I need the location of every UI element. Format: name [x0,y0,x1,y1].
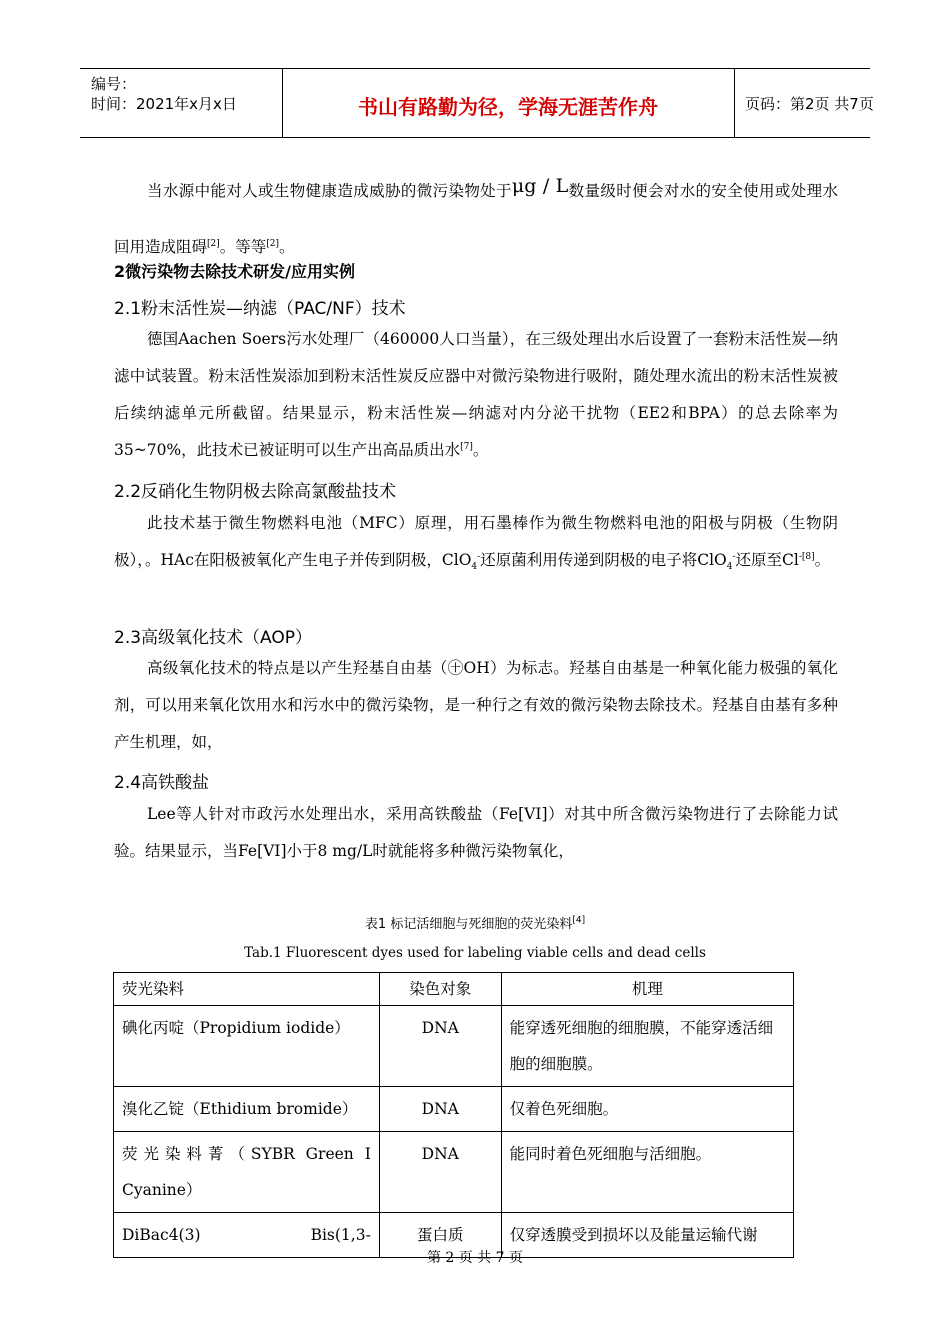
section-2-2-text-b: 还原菌利用传递到阴极的电子将ClO [480,551,727,569]
table-caption-en: Tab.1 Fluorescent dyes used for labeling viable cells and dead cells [244,945,706,961]
intro-text-3: 。等等 [219,238,267,256]
table-cell: 蛋白质 [379,1213,501,1258]
caption-text: 表1 标记活细胞与死细胞的荧光染料 [364,917,573,932]
citation: [4] [572,915,586,926]
citation: [7] [460,441,473,452]
section-heading-2: 2微污染物去除技术研发/应用实例 [114,262,355,281]
section-heading-2-2: 2.2反硝化生物阴极去除高氯酸盐技术 [114,482,397,502]
date-label: 时间：2021年x月x日 [91,95,237,113]
section-2-2-end: 。 [814,551,831,569]
intro-text-1: 当水源中能对人或生物健康造成威胁的微污染物处于 [147,182,512,200]
superscript: - [477,551,481,562]
subscript: 4 [471,562,478,573]
section-heading-2-1: 2.1粉末活性炭—纳滤（PAC/NF）技术 [114,299,406,319]
table-cell: DNA [379,1132,501,1213]
table-cell: 荧光染料菁（SYBR Green I Cyanine） [114,1132,380,1213]
header-meta-cell [80,69,283,137]
table-row [114,1132,794,1213]
section-2-1-body [114,321,838,469]
table-header-row [114,973,794,1006]
table-cell: 能穿透死细胞的细胞膜，不能穿透活细胞的细胞膜。 [501,1006,793,1087]
table-cell: DNA [379,1087,501,1132]
column-header: 机理 [501,973,793,1006]
citation: [8] [801,551,815,562]
table-cell: 溴化乙锭（Ethidium bromide） [114,1087,380,1132]
number-label: 编号： [91,75,137,93]
subscript: 4 [726,562,733,573]
intro-text-4: 。 [279,238,295,256]
unit-ug-per-l: μg / L [511,175,569,197]
section-heading-2-3: 2.3高级氧化技术（AOP） [114,628,312,648]
header-page-cell [734,69,874,137]
section-heading-2-4: 2.4高铁酸盐 [114,773,210,793]
section-2-1-text: 德国Aachen Soers污水处理厂（460000人口当量），在三级处理出水后设置了一套粉末活性炭—纳滤中试装置。粉末活性炭添加到粉末活性炭反应器中对微污染物进行吸附，随处理水流出的粉末活性炭被后续纳滤单元所截留。结果显示，粉末活性炭—纳滤对内分泌干扰物（EE2和BPA）的总去除率为35~70%，此技术已被证明可以生产出高品质出水 [114,330,838,459]
section-2-4-body: Lee等人针对市政污水处理出水，采用高铁酸盐（Fe[VI]）对其中所含微污染物进行了去除能力试验。结果显示，当Fe[VI]小于8 mg/L时就能将多种微污染物氧化， [114,805,838,860]
table-cell: 仅着色死细胞。 [501,1087,793,1132]
page-label: 页码：第2页 共7页 [745,95,874,113]
dye-table [113,972,794,1258]
table-cell: 仅穿透膜受到损坏以及能量运输代谢 [501,1213,793,1258]
column-header: 荧光染料 [114,973,380,1006]
table-cell: DNA [379,1006,501,1087]
citation: [2] [207,238,220,249]
section-2-2-text-c: 还原至Cl [735,551,799,569]
page-header [80,68,874,138]
intro-paragraph [114,158,838,275]
table-row [114,1087,794,1132]
intro-text-2: 数量级时便会对水的安全使用或处理水回用造成阻碍 [114,182,838,256]
section-2-2-text-a: 此技术基于微生物燃料电池（MFC）原理，用石墨棒作为微生物燃料电池的阳极与阴极（生物阴极），。HAc在阳极被氧化产生电子并传到阴极，ClO [114,514,838,569]
table-caption-cn [0,913,950,932]
motto: 书山有路勤为径，学海无涯苦作舟 [358,95,658,119]
table-cell: DiBac4(3) Bis(1,3- [114,1213,380,1258]
header-motto-cell [282,69,735,137]
table-cell: 碘化丙啶（Propidium iodide） [114,1006,380,1087]
table-row [114,1006,794,1087]
superscript: - [798,551,802,562]
section-2-1-end: 。 [472,441,489,459]
section-2-3-body: 高级氧化技术的特点是以产生羟基自由基（㊉OH）为标志。羟基自由基是一种氧化能力极强的氧化剂，可以用来氧化饮用水和污水中的微污染物，是一种行之有效的微污染物去除技术。羟基自由基有多种产生机理，如， [114,659,838,751]
superscript: - [732,551,736,562]
section-2-2-body [114,505,838,579]
column-header: 染色对象 [379,973,501,1006]
citation: [2] [266,238,280,249]
page-footer: 第 2 页 共 7 页 [426,1250,524,1266]
table-cell: 能同时着色死细胞与活细胞。 [501,1132,793,1213]
